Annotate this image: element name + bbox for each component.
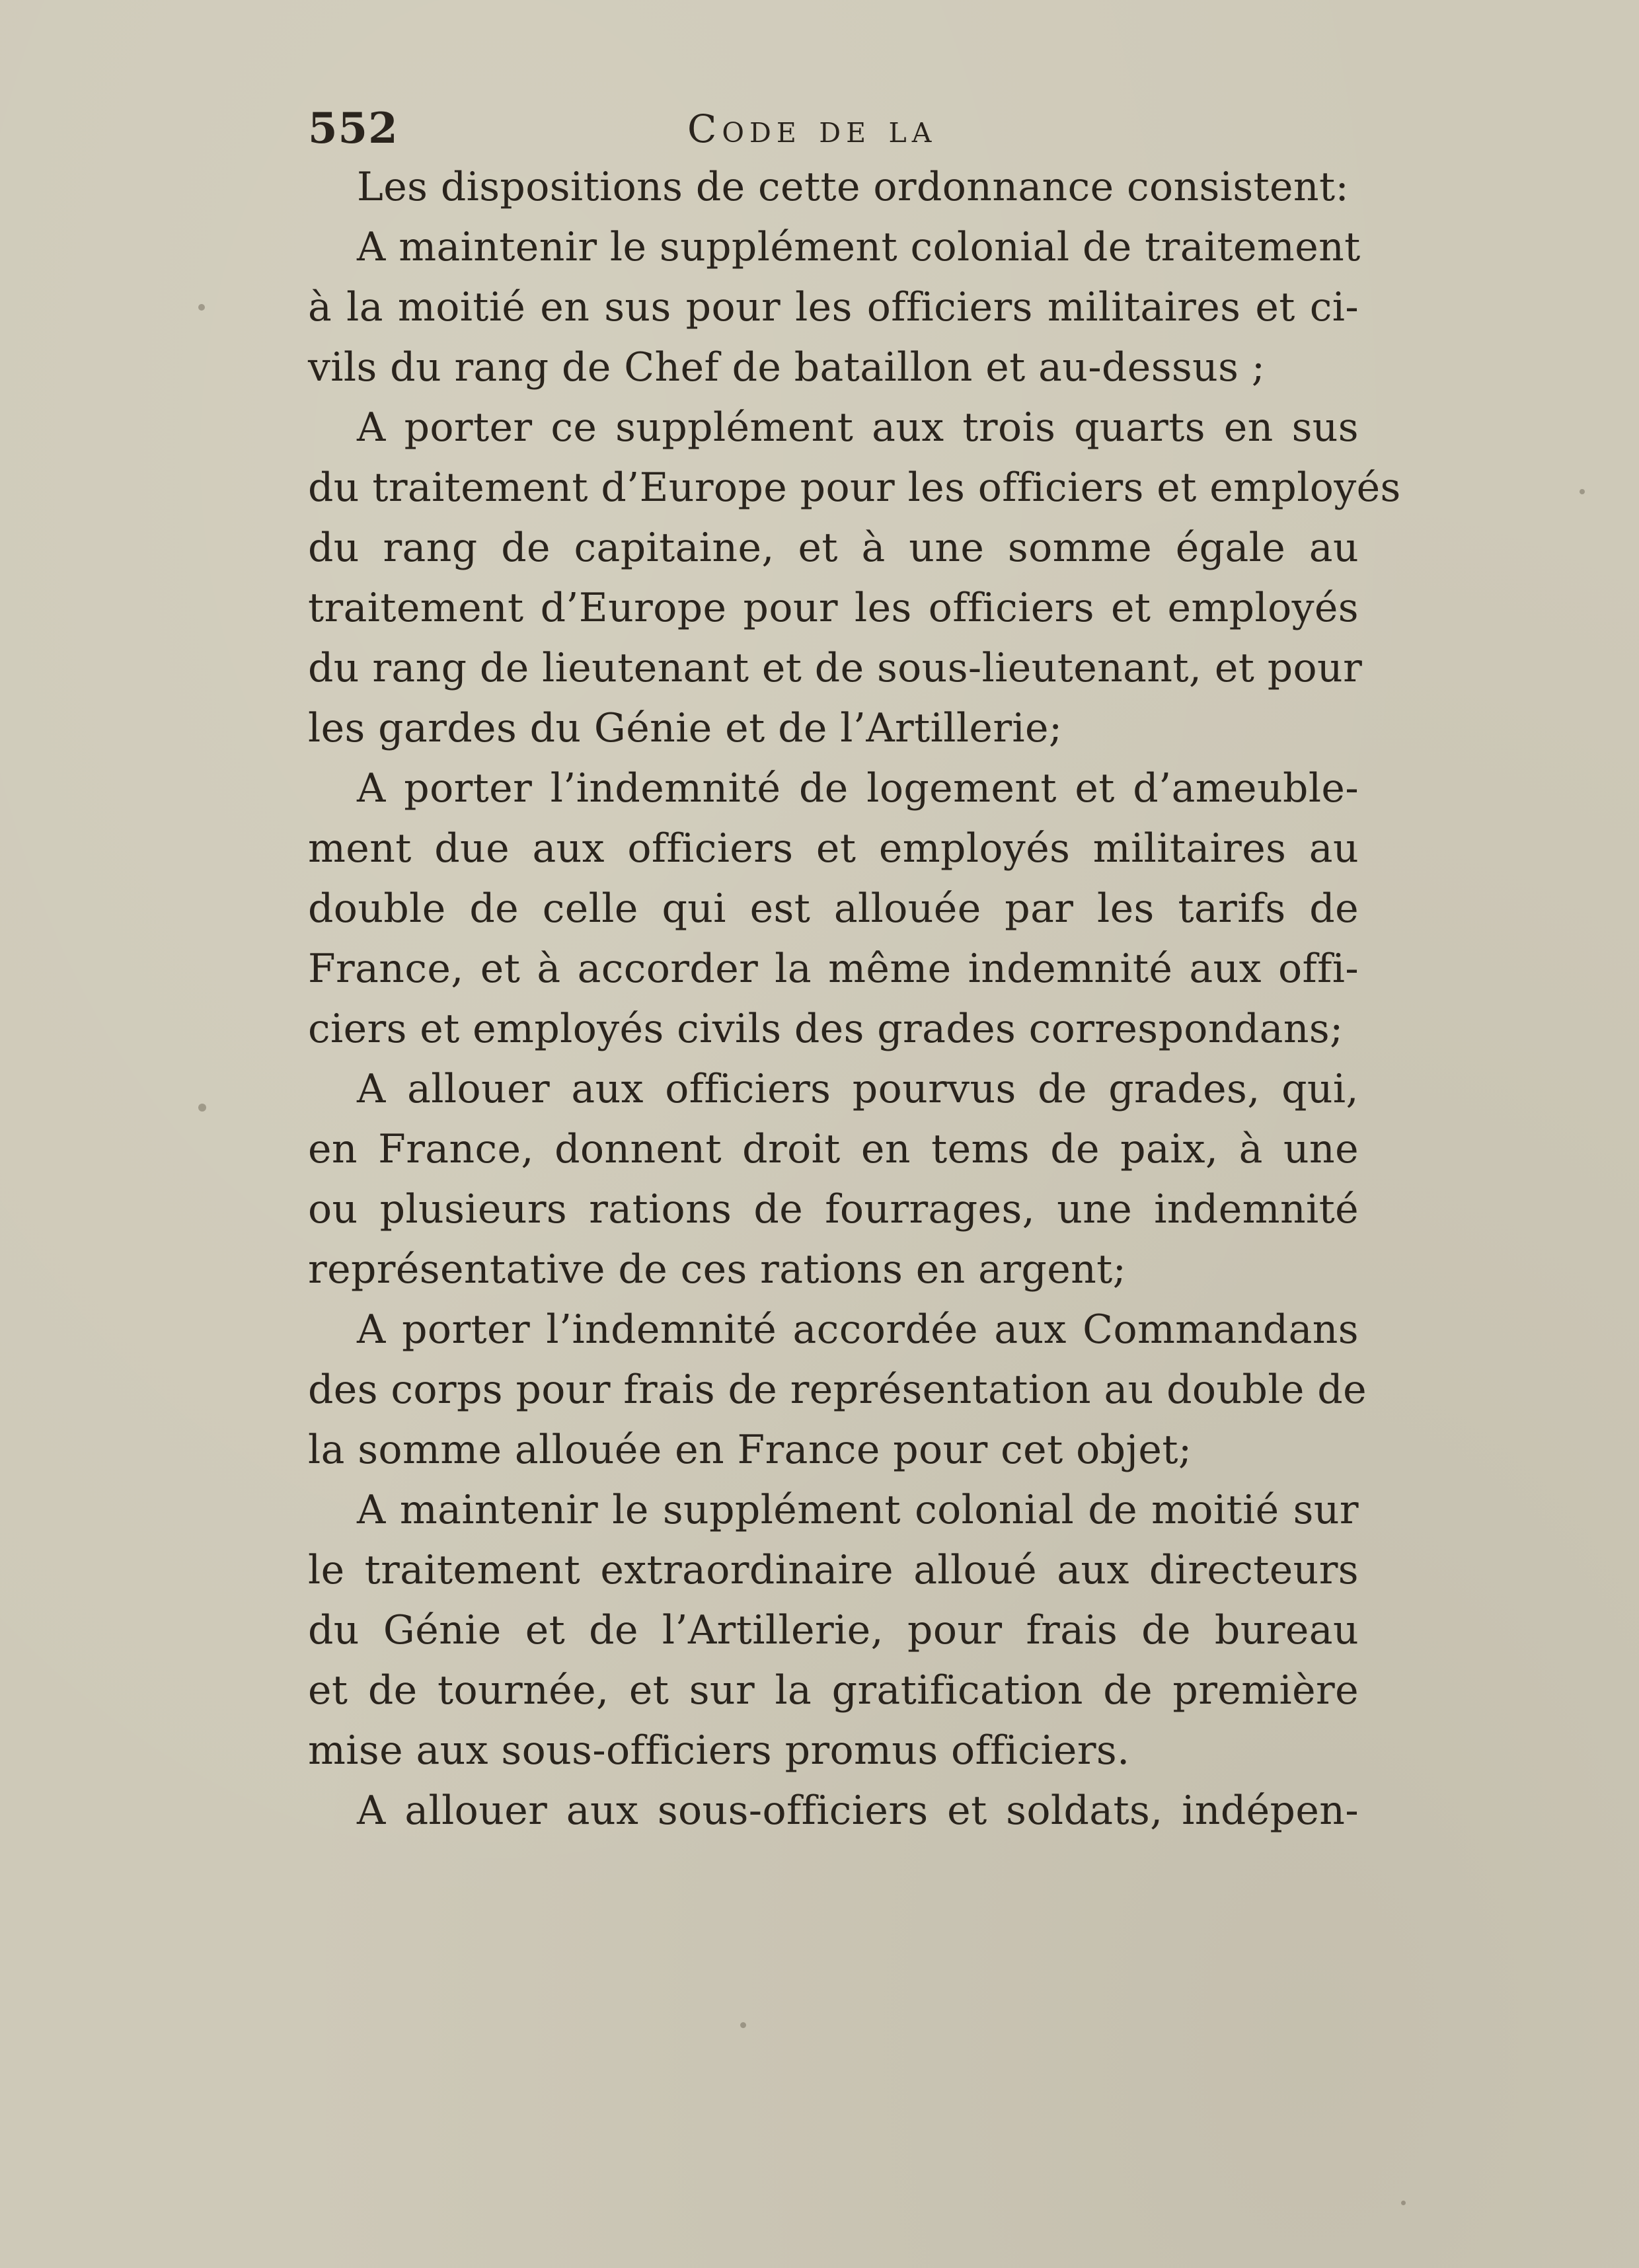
paper-speck: [198, 1104, 206, 1112]
text-line: du rang de lieutenant et de sous-lieutenant, et pour: [308, 645, 1363, 691]
text-line: ment due aux officiers et employés militaires au: [308, 825, 1359, 872]
text-line: A maintenir le supplément colonial de moitié sur: [357, 1487, 1359, 1533]
text-line: le traitement extraordinaire alloué aux directeurs: [308, 1547, 1359, 1593]
running-title: Code de la: [687, 106, 937, 151]
text-line: A porter ce supplément aux trois quarts en sus: [357, 404, 1359, 451]
body-text: [308, 157, 1401, 1841]
text-line: Les dispositions de cette ordonnance consistent:: [357, 164, 1350, 210]
text-line: France, et à accorder la même indemnité aux offi-: [308, 946, 1359, 992]
text-line: A maintenir le supplément colonial de traitement: [357, 224, 1361, 270]
text-line: double de celle qui est allouée par les tarifs de: [308, 886, 1359, 932]
text-line: des corps pour frais de représentation au double de: [308, 1367, 1367, 1413]
paper-speck: [740, 2022, 746, 2028]
text-line: du Génie et de l’Artillerie, pour frais de bureau: [308, 1607, 1359, 1653]
text-line: traitement d’Europe pour les officiers et employés: [308, 585, 1359, 631]
text-line: ciers et employés civils des grades correspondans;: [308, 1006, 1344, 1052]
text-line: A porter l’indemnité accordée aux Commandans: [357, 1306, 1359, 1353]
text-line: et de tournée, et sur la gratification de première: [308, 1667, 1359, 1714]
text-line: les gardes du Génie et de l’Artillerie;: [308, 705, 1063, 751]
text-line: du traitement d’Europe pour les officiers et employés: [308, 465, 1401, 511]
text-line: du rang de capitaine, et à une somme égale au: [308, 525, 1359, 571]
text-line: la somme allouée en France pour cet objet;: [308, 1427, 1192, 1473]
text-line: à la moitié en sus pour les officiers militaires et ci-: [308, 284, 1359, 330]
running-head: [308, 99, 1365, 159]
text-line: vils du rang de Chef de bataillon et au-dessus ;: [308, 344, 1266, 391]
text-line: A porter l’indemnité de logement et d’ameuble-: [357, 765, 1359, 812]
paper-speck: [1580, 489, 1585, 494]
text-line: représentative de ces rations en argent;: [308, 1246, 1127, 1293]
text-line: A allouer aux sous-officiers et soldats, indépen-: [357, 1788, 1359, 1834]
text-line: ou plusieurs rations de fourrages, une indemnité: [308, 1186, 1359, 1232]
text-line: mise aux sous-officiers promus officiers.: [308, 1727, 1130, 1774]
paper-speck: [1401, 2201, 1406, 2205]
page-number: 552: [308, 104, 399, 153]
paper-speck: [198, 304, 205, 311]
text-line: en France, donnent droit en tems de paix, à une: [308, 1126, 1359, 1172]
text-line: A allouer aux officiers pourvus de grades, qui,: [357, 1066, 1359, 1112]
